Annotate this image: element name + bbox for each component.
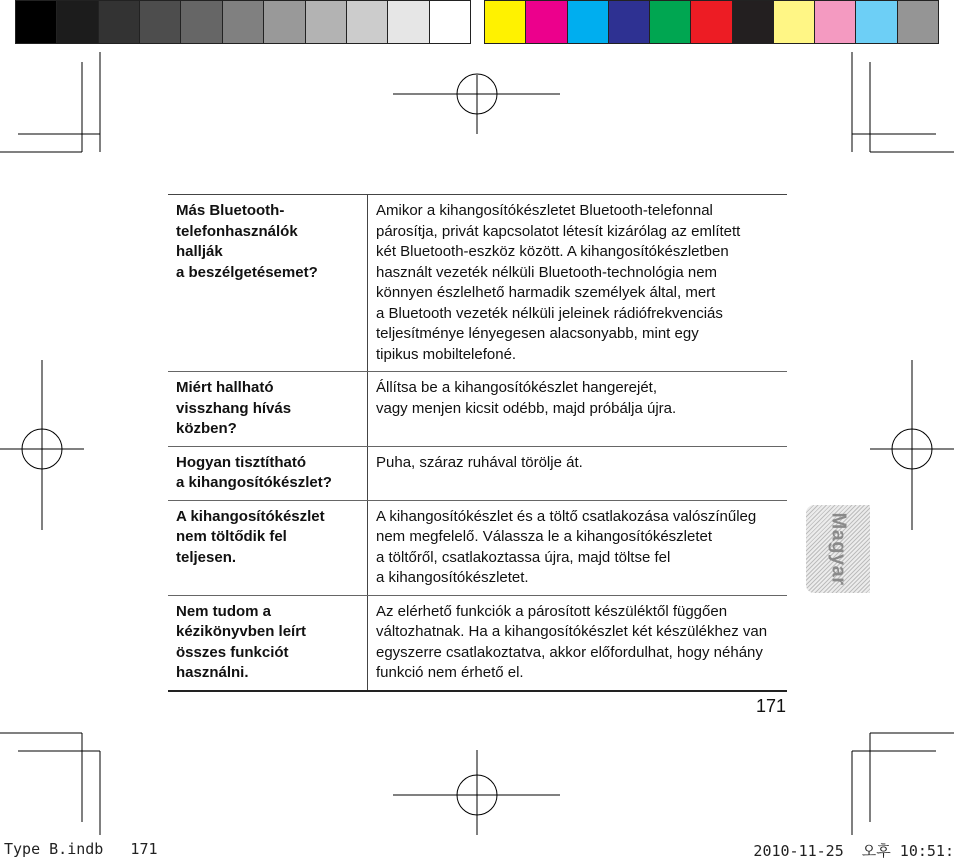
faq-answer: Az elérhető funkciók a párosított készüléktől függően változhatnak. Ha a kihangosítókészlet két készülékhez van egyszerre csatlakoztatva, akkor előfordulhat, hogy néhány funkció nem érhető el. <box>376 602 768 681</box>
faq-row <box>168 595 787 690</box>
page-number: 171 <box>756 696 787 716</box>
faq-answer: Amikor a kihangosítókészletet Bluetooth-telefonnal párosítja, privát kapcsolatot létesít kizárólag az említett két Bluetooth-eszköz között. A kihangosítókészletben használt vezeték nélküli Bluetooth-technológia nem könnyen észlelhető harmadik személyek által, mert a Bluetooth vezeték nélküli jeleinek rádiófrekvenciás teljesítménye lényegesen alacsonyabb, mint egy tipikus mobiltelefoné. <box>376 202 741 363</box>
faq-question: Más Bluetooth- telefonhasználók hallják a beszélgetésemet? <box>168 195 368 371</box>
language-side-tab <box>806 505 870 593</box>
faq-question: Hogyan tisztítható a kihangosítókészlet? <box>168 447 368 500</box>
faq-row <box>168 500 787 595</box>
faq-row <box>168 195 787 371</box>
faq-question: Miért hallható visszhang hívás közben? <box>168 372 368 446</box>
faq-row <box>168 371 787 446</box>
faq-answer: Puha, száraz ruhával törölje át. <box>376 453 583 471</box>
side-tab-label: Magyar <box>827 512 850 586</box>
faq-question: Nem tudom a kézikönyvben leírt összes funkciót használni. <box>168 596 368 690</box>
slug-left: Type B.indb 171 <box>4 840 158 858</box>
faq-question: A kihangosítókészlet nem töltődik fel teljesen. <box>168 501 368 595</box>
faq-answer: A kihangosítókészlet és a töltő csatlakozása valószínűleg nem megfelelő. Válassza le a kihangosítókészletet a töltőről, csatlakoztassa újra, majd töltse fel a kihangosítókészletet. <box>376 507 757 586</box>
slug-right: 2010-11-25 오후 10:51: <box>753 842 954 860</box>
faq-answer: Állítsa be a kihangosítókészlet hangerejét, vagy menjen kicsit odébb, majd próbálja újra. <box>376 379 677 417</box>
faq-row <box>168 446 787 500</box>
faq-table <box>168 194 787 692</box>
